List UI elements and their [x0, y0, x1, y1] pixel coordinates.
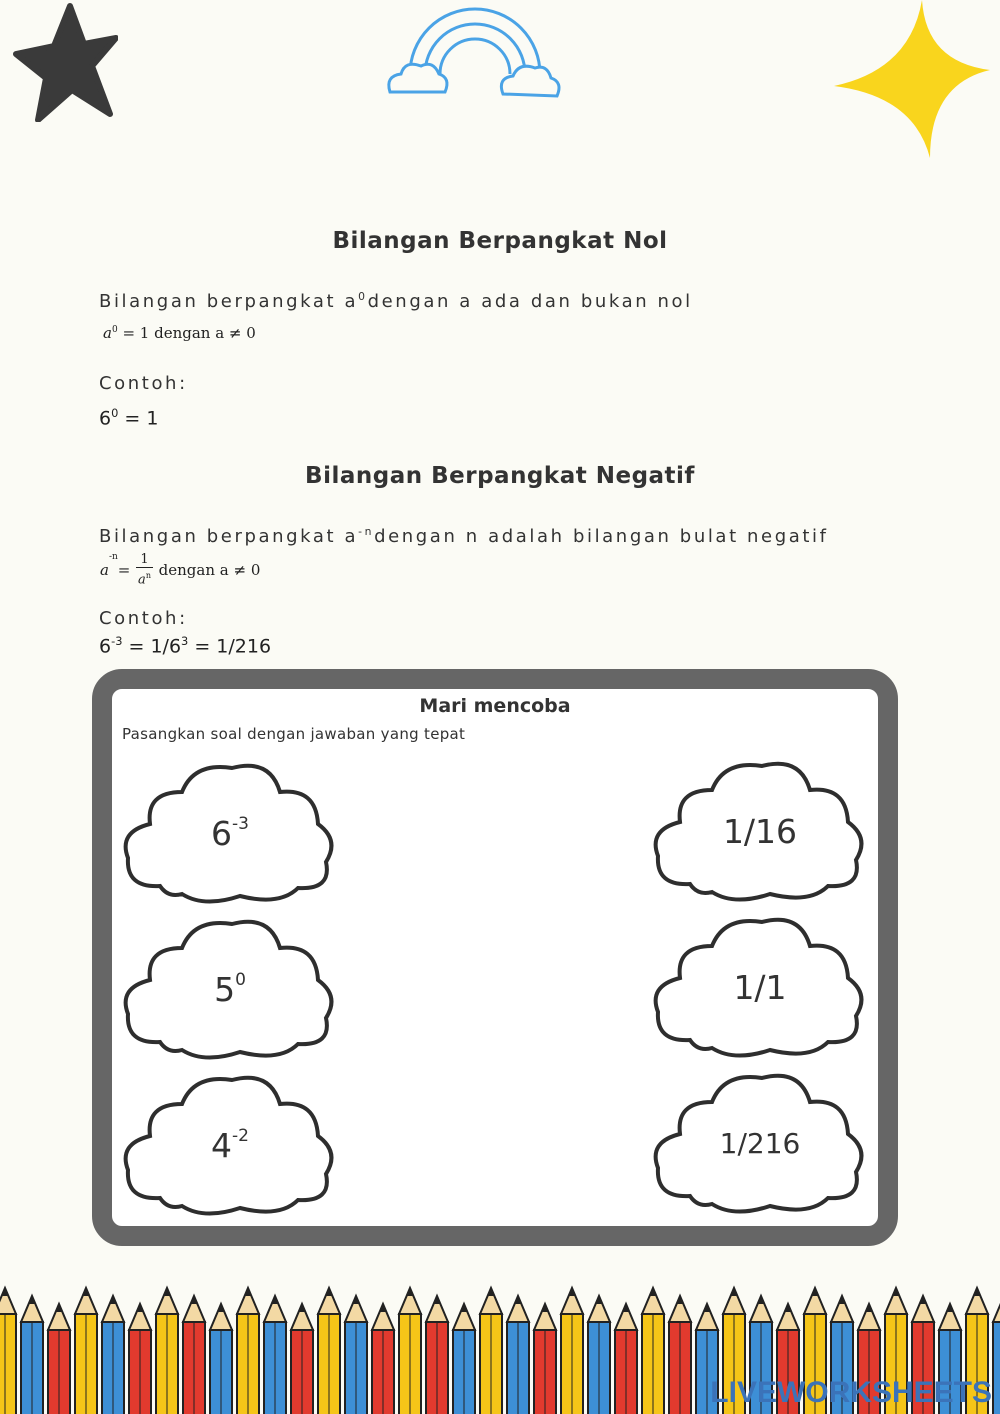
- pencil-icon: [129, 1304, 151, 1414]
- pencil-icon: [183, 1296, 205, 1414]
- pencil-icon: [156, 1288, 178, 1414]
- pencil-icon: [399, 1288, 421, 1414]
- exercise-title: Mari mencoba: [419, 695, 571, 717]
- rainbow-icon: [385, 4, 565, 106]
- pencil-icon: [453, 1304, 475, 1414]
- question-exponent: -2: [232, 1126, 249, 1146]
- question-cloud[interactable]: [120, 914, 340, 1064]
- pencil-icon: [669, 1296, 691, 1414]
- pencil-icon: [0, 1288, 16, 1414]
- pencil-icon: [534, 1304, 556, 1414]
- question-base: 5: [214, 969, 236, 1009]
- pencil-icon: [426, 1296, 448, 1414]
- question-cloud[interactable]: [120, 1070, 340, 1220]
- pencil-icon: [102, 1296, 124, 1414]
- example-label: Contoh:: [99, 373, 188, 394]
- answer-cloud[interactable]: [650, 912, 870, 1062]
- sparkle-icon: [834, 0, 990, 160]
- zero-exponent-formula: $a^0 = 1$ dengan a ≠ 0: [103, 324, 256, 342]
- pencil-icon: [318, 1288, 340, 1414]
- liveworksheets-logo: [710, 1376, 992, 1410]
- pencil-icon: [264, 1296, 286, 1414]
- pencil-icon: [507, 1296, 529, 1414]
- question-base: 4: [211, 1125, 233, 1165]
- pencil-icon: [615, 1304, 637, 1414]
- pencil-icon: [210, 1304, 232, 1414]
- example-label-2: Contoh:: [99, 608, 188, 629]
- exercise-instruction: Pasangkan soal dengan jawaban yang tepat: [122, 725, 466, 743]
- answer-cloud[interactable]: [650, 756, 870, 906]
- answer-value: 1/1: [733, 967, 787, 1007]
- pencil-icon: [21, 1296, 43, 1414]
- negative-exponent-description: Bilangan berpangkat $a^{-n}dengan$ n adalah bilangan bulat negatif: [99, 525, 829, 547]
- negative-exponent-example: $6^{-3} = 1/6^3 = 1/216$: [99, 634, 272, 658]
- pencil-icon: [588, 1296, 610, 1414]
- pencil-icon: [561, 1288, 583, 1414]
- question-base: 6: [211, 813, 233, 853]
- liveworksheets-watermark: LIVEWORKSHEETS: [710, 1376, 992, 1409]
- answer-cloud[interactable]: [650, 1068, 870, 1218]
- pencil-icon: [237, 1288, 259, 1414]
- pencil-icon: [48, 1304, 70, 1414]
- section-title-negative-exponent: Bilangan Berpangkat Negatif: [305, 463, 695, 489]
- pencil-icon: [345, 1296, 367, 1414]
- answer-value: 1/216: [719, 1126, 801, 1160]
- section-title-zero-exponent: Bilangan Berpangkat Nol: [332, 228, 668, 254]
- question-exponent: -3: [232, 814, 249, 834]
- question-cloud[interactable]: [120, 758, 340, 908]
- pencil-icon: [291, 1304, 313, 1414]
- answer-value: 1/16: [722, 811, 798, 851]
- pencil-icon: [480, 1288, 502, 1414]
- negative-exponent-formula: a $^{-n}$ = $\frac{1}{a^n}$ dengan a ≠ 0: [100, 552, 261, 588]
- star-icon: [12, 2, 118, 122]
- question-exponent: 0: [235, 970, 246, 990]
- pencil-icon: [75, 1288, 97, 1414]
- zero-exponent-example: $6^0 = 1$: [99, 406, 159, 430]
- pencil-icon: [372, 1304, 394, 1414]
- pencil-icon: [993, 1296, 1000, 1414]
- pencil-icon: [642, 1288, 664, 1414]
- zero-exponent-description: Bilangan berpangkat $a^0dengan$ a ada dan bukan nol: [99, 290, 693, 312]
